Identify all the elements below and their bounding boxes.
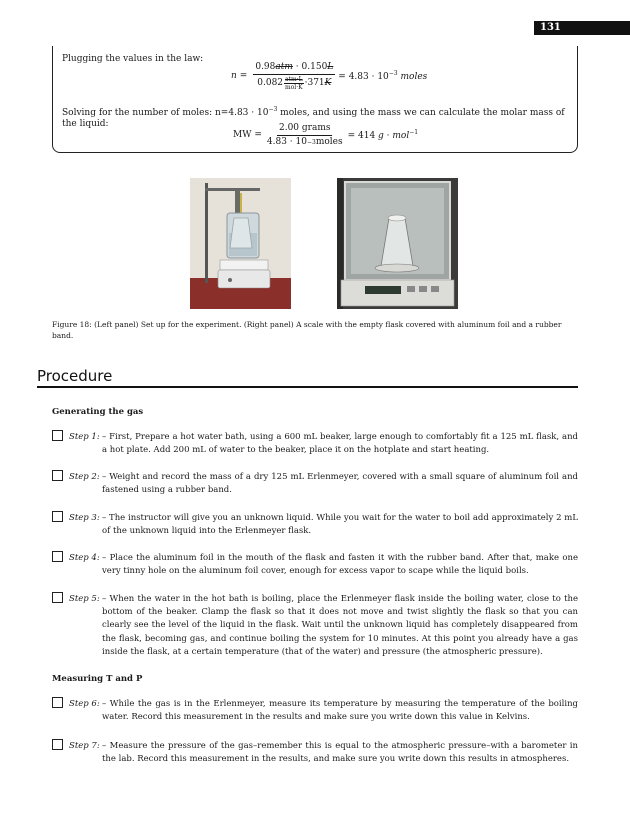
step-4-checkbox[interactable]: [52, 551, 63, 562]
step-1-text: – First, Prepare a hot water bath, using a 600 mL beaker, large enough to comfortably fit a 125 mL flask, and a hot plate. Add 200 mL of water to the beaker, place it on the hotplate and start heating.: [102, 432, 578, 456]
eq1-pressure: 0.98: [255, 62, 276, 72]
step-6-text: – While the gas is in the Erlenmeyer, measure its temperature by measuring the temperature of the boiling water. Record this measurement in the results and make sure you write down this value in Kelvins.: [102, 699, 578, 723]
step-1-checkbox[interactable]: [52, 430, 63, 441]
eq2-denominator: 4.83 · 10 −3 moles: [266, 136, 343, 147]
step-6-label: Step 6:: [69, 699, 100, 709]
eq2-result: = 414 g · mol$^{-1}$: [347, 128, 419, 141]
procedure-title: Procedure: [37, 367, 113, 385]
eq1-r-constant: 0.082: [257, 78, 284, 89]
plugging-text: Plugging the values in the law:: [62, 54, 204, 64]
step-3-checkbox[interactable]: [52, 511, 63, 522]
step-3: [52, 511, 578, 538]
generating-gas-heading: Generating the gas: [52, 407, 144, 417]
step-2-label: Step 2:: [69, 472, 100, 482]
step-5-label: Step 5:: [69, 594, 100, 604]
eq1-den-dot: ·: [304, 78, 308, 89]
eq1-fraction: [253, 62, 335, 91]
step-2-text: – Weight and record the mass of a dry 125 mL Erlenmeyer, covered with a small square of aluminum foil and fastened using a rubber band.: [102, 472, 578, 496]
eq2-numerator: 2.00 grams: [277, 123, 332, 136]
scale-illustration: [337, 178, 458, 309]
step-7-label: Step 7:: [69, 741, 100, 751]
step-5-text: – When the water in the hot bath is boiling, place the Erlenmeyer flask inside the boiling water, close to the bottom of the beaker. Clamp the flask so that it does not move and twist slightly the flask so that you can clearly see the level of the liquid in the flask. Wait until the unknown liquid has completely disappeared from the flask, becoming gas, and continue boiling the system for 10 minutes. At this point you already have a gas inside the flask, at a certain temperature (that of the water) and pressure (the atmospheric pressure).: [102, 594, 578, 657]
step-4: [52, 551, 578, 578]
step-2: [52, 470, 578, 497]
eq1-pressure-unit: atm: [275, 62, 293, 72]
eq1-result: = $4.83 \cdot 10^{-3}$ moles: [338, 70, 428, 83]
page-number: 131: [534, 21, 630, 35]
eq1-temperature-unit: K: [324, 78, 332, 89]
solving-text: Solving for the number of moles: $n=4.83 \cdot 10^{-3}$ moles, and using the mass we can calculate the molar mass of the liquid:: [62, 106, 565, 129]
step-7-text: – Measure the pressure of the gas–remember this is equal to the atmospheric pressure–with a barometer in the lab. Record this measurement in the results, and make sure you write down this results in atmospheres.: [102, 741, 578, 765]
setup-illustration: [190, 178, 291, 309]
step-3-label: Step 3:: [69, 513, 100, 523]
eq1-lhs: n: [231, 71, 237, 82]
step-5: [52, 592, 578, 659]
eq1-temperature: 371: [307, 78, 325, 89]
step-1: [52, 430, 578, 457]
step-6: [52, 697, 578, 724]
eq1-volume: 0.150: [301, 62, 328, 72]
eq1-volume-unit: L: [327, 62, 334, 72]
step-7-checkbox[interactable]: [52, 739, 63, 750]
procedure-divider: [37, 386, 578, 388]
eq1-num-dot: ·: [295, 62, 299, 72]
measuring-heading: Measuring T and P: [52, 674, 143, 684]
moles-equation: [231, 62, 427, 91]
eq1-r-units: [284, 76, 304, 91]
step-3-text: – The instructor will give you an unknown liquid. While you wait for the water to boil add approximately 2 mL of the unknown liquid into the Erlenmeyer flask.: [102, 513, 578, 537]
step-7: [52, 739, 578, 766]
step-4-text: – Place the aluminum foil in the mouth of the flask and fasten it with the rubber band. After that, make one very tinny hole on the aluminum foil cover, enough for excess vapor to scape while the liquid boils.: [102, 553, 578, 577]
figure-caption: Figure 18: (Left panel) Set up for the experiment. (Right panel) A scale with the empty flask covered with aluminum foil and a rubber band.: [52, 320, 562, 340]
eq1-denominator: [255, 75, 333, 91]
step-1-label: Step 1:: [69, 432, 100, 442]
scale-photo: [337, 178, 458, 309]
step-2-checkbox[interactable]: [52, 470, 63, 481]
setup-photo: [190, 178, 291, 309]
molar-mass-equation: [233, 123, 418, 148]
eq1-r-unit-num: atm·L: [285, 75, 303, 83]
eq2-fraction: [265, 123, 345, 148]
eq1-r-unit-den: mol·K: [284, 83, 303, 91]
step-5-checkbox[interactable]: [52, 592, 63, 603]
eq2-lhs: MW =: [233, 129, 262, 140]
step-6-checkbox[interactable]: [52, 697, 63, 708]
eq1-equals: =: [239, 71, 248, 82]
step-4-label: Step 4:: [69, 553, 100, 563]
eq1-numerator: [253, 62, 335, 75]
calculation-box: [52, 46, 578, 153]
